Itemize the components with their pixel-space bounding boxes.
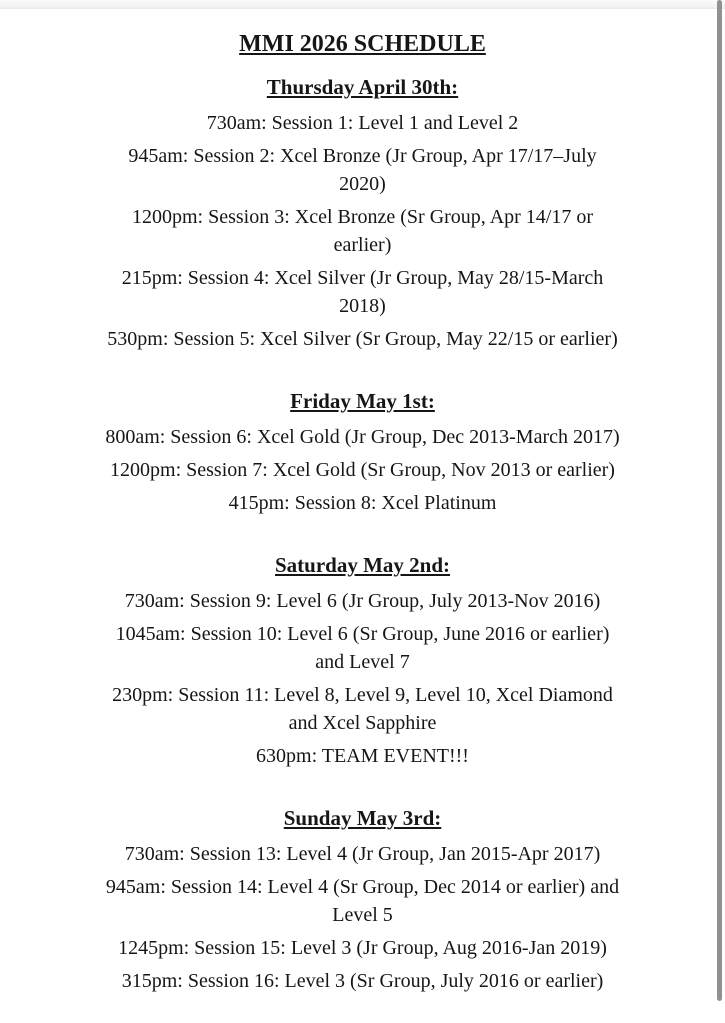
schedule-entry	[0, 325, 725, 353]
entry-line: 630pm: TEAM EVENT!!!	[256, 745, 469, 767]
schedule-entry	[0, 456, 725, 484]
schedule-entry	[0, 934, 725, 962]
day-heading: Sunday May 3rd:	[283, 806, 442, 830]
schedule-entry	[0, 840, 725, 868]
day-section-thursday	[0, 73, 725, 353]
schedule-entry	[0, 142, 725, 198]
day-section-saturday	[0, 551, 725, 770]
entry-line: 1245pm: Session 15: Level 3 (Jr Group, Aug 2016-Jan 2019)	[118, 937, 607, 959]
entry-line: Level 5	[332, 904, 393, 926]
entry-line: 215pm: Session 4: Xcel Silver (Jr Group, May 28/15-March	[121, 267, 604, 289]
schedule-entry	[0, 620, 725, 676]
schedule-entry	[0, 203, 725, 259]
schedule-entry	[0, 873, 725, 929]
day-heading: Thursday April 30th:	[266, 75, 459, 99]
entry-line: 730am: Session 9: Level 6 (Jr Group, July 2013-Nov 2016)	[124, 590, 601, 612]
entry-line: 1200pm: Session 7: Xcel Gold (Sr Group, Nov 2013 or earlier)	[110, 459, 615, 481]
schedule-entry	[0, 264, 725, 320]
entry-line: 415pm: Session 8: Xcel Platinum	[228, 492, 497, 514]
entry-line: 800am: Session 6: Xcel Gold (Jr Group, Dec 2013-March 2017)	[105, 426, 620, 448]
schedule-entry	[0, 742, 725, 770]
entry-line: 315pm: Session 16: Level 3 (Sr Group, July 2016 or earlier)	[121, 970, 604, 992]
page-title: MMI 2026 SCHEDULE	[239, 31, 486, 57]
day-section-friday	[0, 387, 725, 517]
entry-line: and Level 7	[315, 651, 410, 673]
entry-line: 730am: Session 13: Level 4 (Jr Group, Jan 2015-Apr 2017)	[124, 843, 601, 865]
entry-line: 230pm: Session 11: Level 8, Level 9, Level 10, Xcel Diamond	[112, 684, 613, 706]
schedule-entry	[0, 109, 725, 137]
schedule-entry	[0, 587, 725, 615]
schedule-entry	[0, 489, 725, 517]
entry-line: 2020)	[339, 173, 386, 195]
entry-line: 945am: Session 2: Xcel Bronze (Jr Group, Apr 17/17–July	[128, 145, 597, 167]
scrollbar-thumb[interactable]	[717, 0, 722, 1001]
schedule-entry	[0, 423, 725, 451]
schedule-entry	[0, 681, 725, 737]
day-section-sunday	[0, 804, 725, 995]
entry-line: 1200pm: Session 3: Xcel Bronze (Sr Group, Apr 14/17 or	[131, 206, 594, 228]
schedule-entry	[0, 967, 725, 995]
entry-line: 2018)	[339, 295, 386, 317]
day-heading: Saturday May 2nd:	[274, 553, 451, 577]
entry-line: 730am: Session 1: Level 1 and Level 2	[206, 112, 519, 134]
entry-line: earlier)	[333, 234, 392, 256]
entry-line: and Xcel Sapphire	[288, 712, 437, 734]
entry-line: 1045am: Session 10: Level 6 (Sr Group, June 2016 or earlier)	[115, 623, 610, 645]
entry-line: 945am: Session 14: Level 4 (Sr Group, Dec 2014 or earlier) and	[105, 876, 620, 898]
day-heading: Friday May 1st:	[290, 389, 435, 413]
entry-line: 530pm: Session 5: Xcel Silver (Sr Group, May 22/15 or earlier)	[107, 328, 618, 350]
